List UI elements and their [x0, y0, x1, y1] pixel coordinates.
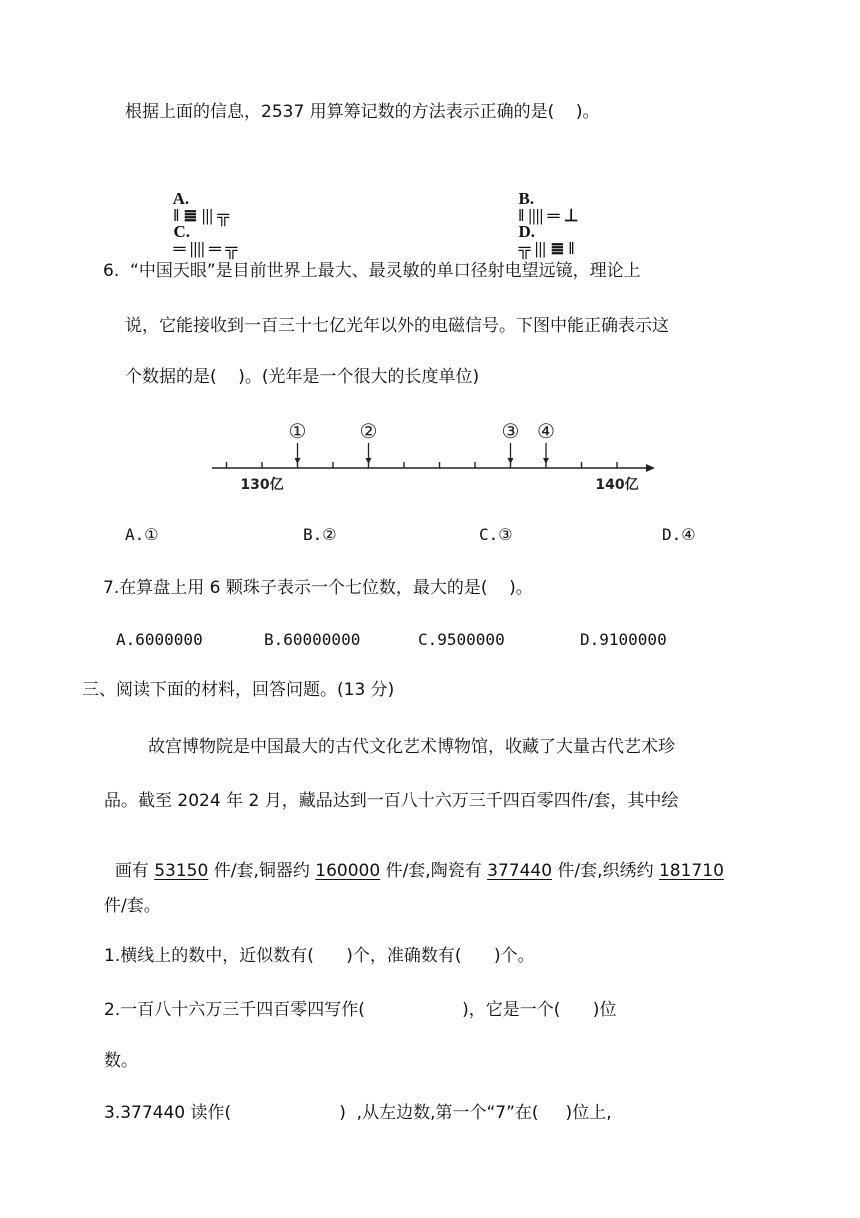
q5-option-b-letter: B. [518, 189, 535, 208]
number-line-marker-arrowhead [508, 458, 514, 464]
section-3-heading: 三、阅读下面的材料，回答问题。(13 分) [82, 680, 395, 700]
number-line-marker-label: ② [359, 419, 378, 443]
number-line-marker [537, 419, 555, 464]
q5-option-c-letter: C. [173, 222, 191, 241]
number-line-marker-arrowhead [366, 458, 372, 464]
number-line-marker-label: ① [288, 419, 307, 443]
q6-line-1: 6. “中国天眼”是目前世界上最大、最灵敏的单口径射电望远镜，理论上 [103, 261, 641, 281]
passage-line-4: 件/套。 [104, 896, 161, 916]
number-line-marker-arrowhead [543, 458, 549, 464]
q6-line-2: 说，它能接收到一百三十七亿光年以外的电磁信号。下图中能正确表示这 [125, 316, 669, 336]
number-line-arrowhead [646, 464, 655, 472]
q7-option-c[interactable]: C.9500000 [418, 630, 505, 649]
passage-text-textiles: 件/套,织绣约 [552, 861, 659, 881]
q7-stem: 7.在算盘上用 6 颗珠子表示一个七位数，最大的是( )。 [103, 578, 533, 598]
number-ceramics: 377440 [487, 861, 553, 881]
number-line-ticks [227, 462, 618, 468]
passage-line-1: 故宫博物院是中国最大的古代文化艺术博物馆，收藏了大量古代艺术珍 [148, 737, 675, 757]
number-line-marker-label: ④ [537, 419, 555, 443]
number-line-marker [289, 419, 307, 464]
passage-text-paintings: 画有 [114, 861, 155, 881]
number-line-marker [502, 419, 520, 464]
number-line-marker [360, 419, 378, 464]
q5-option-b-rods: ‖ |||| ═ ⊥ [518, 206, 579, 225]
q5-option-d-letter: D. [518, 222, 536, 241]
subquestion-1: 1.横线上的数中，近似数有( )个，准确数有( )个。 [104, 946, 535, 966]
number-line-figure [0, 0, 860, 500]
number-bronzes: 160000 [315, 861, 381, 881]
q5-option-a-rods: ‖ ≣ ||| ╦ [173, 206, 230, 225]
passage-line-2: 品。截至 2024 年 2 月，藏品达到一百八十六万三千四百零四件/套，其中绘 [104, 791, 679, 811]
q6-option-d[interactable]: D.④ [662, 525, 696, 544]
q6-line-3: 个数据的是( )。(光年是一个很大的长度单位) [125, 367, 480, 387]
q7-option-b[interactable]: B.60000000 [264, 630, 361, 649]
q7-option-d[interactable]: D.9100000 [580, 630, 667, 649]
subquestion-2-line-2: 数。 [104, 1051, 138, 1071]
passage-text-ceramics: 件/套,陶瓷有 [380, 861, 488, 881]
number-line-end-label: 140亿 [595, 477, 639, 493]
number-line-marker-arrowhead [295, 458, 301, 464]
q6-option-a[interactable]: A.① [125, 525, 159, 544]
q7-option-a[interactable]: A.6000000 [116, 630, 203, 649]
number-paintings: 53150 [154, 861, 209, 881]
number-line-marker-label: ③ [501, 419, 520, 443]
subquestion-3: 3.377440 读作( ) ,从左边数,第一个“7”在( )位上, [104, 1103, 612, 1123]
q5-option-a-letter: A. [172, 189, 190, 208]
number-line-start-label: 130亿 [240, 477, 284, 493]
number-line-markers [289, 419, 555, 464]
number-textiles: 181710 [658, 861, 724, 881]
q6-option-c[interactable]: C.③ [479, 525, 513, 544]
passage-line-3 [104, 846, 724, 880]
subquestion-2-line-1: 2.一百八十六万三千四百零四写作( )，它是一个( )位 [104, 1000, 617, 1020]
q5-stem: 根据上面的信息，2537 用算筹记数的方法表示正确的是( )。 [125, 102, 600, 122]
q5-option-c-rods: ═ |||| ═ ╦ [173, 239, 238, 258]
q5-option-d-rods: ╦ ||| ≣ ‖ [518, 239, 575, 258]
q6-option-b[interactable]: B.② [303, 525, 337, 544]
passage-text-bronzes: 件/套,铜器约 [208, 861, 316, 881]
